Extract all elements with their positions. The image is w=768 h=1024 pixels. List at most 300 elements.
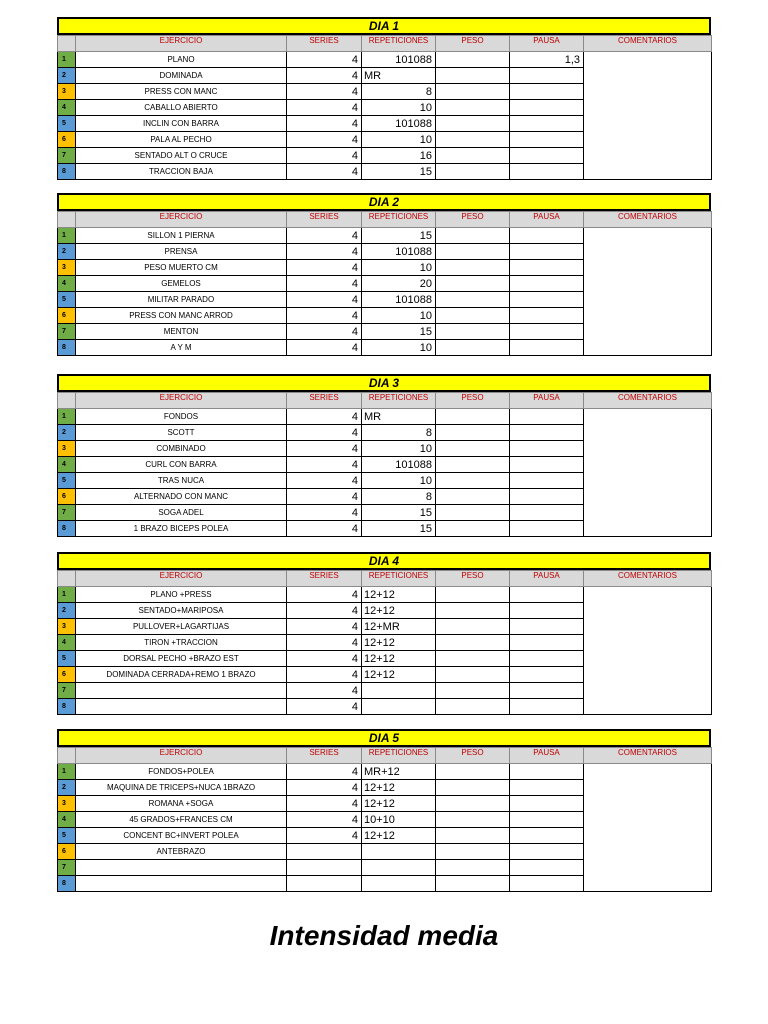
repetitions-cell[interactable]: 15 [362,164,436,180]
pause-cell[interactable] [510,292,584,308]
header-ejercicio: EJERCICIO [76,393,287,409]
pause-cell[interactable] [510,340,584,356]
row-number: 6 [58,308,76,324]
header-peso: PESO [436,748,510,764]
exercise-cell[interactable]: MENTON [76,324,287,340]
series-cell[interactable]: 4 [287,603,362,619]
series-cell[interactable]: 4 [287,164,362,180]
series-cell[interactable]: 4 [287,148,362,164]
weight-cell[interactable] [436,132,510,148]
header-number [58,212,76,228]
weight-cell[interactable] [436,651,510,667]
repetitions-cell[interactable]: 15 [362,324,436,340]
repetitions-cell[interactable]: 101088 [362,457,436,473]
exercise-cell[interactable]: ROMANA +SOGA [76,796,287,812]
repetitions-cell[interactable]: 101088 [362,292,436,308]
comments-cell[interactable] [584,587,712,715]
pause-cell[interactable] [510,828,584,844]
repetitions-cell[interactable]: 12+12 [362,635,436,651]
header-pausa: PAUSA [510,571,584,587]
series-cell[interactable]: 4 [287,619,362,635]
exercise-cell[interactable]: SILLON 1 PIERNA [76,228,287,244]
pause-cell[interactable] [510,876,584,892]
series-cell[interactable]: 4 [287,132,362,148]
day-title: DIA 5 [57,729,711,747]
pause-cell[interactable] [510,164,584,180]
pause-cell[interactable] [510,844,584,860]
series-cell[interactable]: 4 [287,667,362,683]
weight-cell[interactable] [436,505,510,521]
pause-cell[interactable] [510,132,584,148]
series-cell[interactable]: 4 [287,84,362,100]
weight-cell[interactable] [436,116,510,132]
pause-cell[interactable] [510,441,584,457]
exercise-cell[interactable]: MAQUINA DE TRICEPS+NUCA 1BRAZO [76,780,287,796]
pause-cell[interactable] [510,116,584,132]
comments-cell[interactable] [584,52,712,180]
exercise-cell[interactable]: CONCENT BC+INVERT POLEA [76,828,287,844]
header-peso: PESO [436,212,510,228]
exercise-cell[interactable]: PLANO [76,52,287,68]
weight-cell[interactable] [436,276,510,292]
weight-cell[interactable] [436,473,510,489]
series-cell[interactable]: 4 [287,699,362,715]
row-number: 4 [58,276,76,292]
repetitions-cell[interactable]: 12+12 [362,828,436,844]
pause-cell[interactable] [510,635,584,651]
repetitions-cell[interactable]: 101088 [362,116,436,132]
weight-cell[interactable] [436,52,510,68]
exercise-cell[interactable]: SENTADO ALT O CRUCE [76,148,287,164]
pause-cell[interactable] [510,228,584,244]
weight-cell[interactable] [436,489,510,505]
exercise-cell[interactable]: FONDOS+POLEA [76,764,287,780]
series-cell[interactable]: 4 [287,587,362,603]
day-block [57,729,711,892]
exercise-cell[interactable]: TRACCION BAJA [76,164,287,180]
day-block [57,193,711,356]
weight-cell[interactable] [436,764,510,780]
series-cell[interactable]: 4 [287,100,362,116]
weight-cell[interactable] [436,828,510,844]
row-number: 2 [58,780,76,796]
header-peso: PESO [436,36,510,52]
exercise-cell[interactable]: GEMELOS [76,276,287,292]
weight-cell[interactable] [436,228,510,244]
repetitions-cell[interactable]: 12+12 [362,587,436,603]
series-cell[interactable]: 4 [287,441,362,457]
header-repeticiones: REPETICIONES [362,212,436,228]
row-number: 4 [58,100,76,116]
exercise-cell[interactable] [76,860,287,876]
pause-cell[interactable] [510,457,584,473]
day-title: DIA 2 [57,193,711,211]
row-number: 7 [58,505,76,521]
row-number: 1 [58,228,76,244]
exercise-cell[interactable]: PRESS CON MANC [76,84,287,100]
weight-cell[interactable] [436,308,510,324]
pause-cell[interactable] [510,521,584,537]
exercise-table [57,211,712,356]
row-number: 1 [58,52,76,68]
weight-cell[interactable] [436,292,510,308]
row-number: 6 [58,844,76,860]
series-cell[interactable]: 4 [287,276,362,292]
header-pausa: PAUSA [510,748,584,764]
exercise-cell[interactable]: 45 GRADOS+FRANCES CM [76,812,287,828]
pause-cell[interactable] [510,148,584,164]
row-number: 2 [58,603,76,619]
repetitions-cell[interactable]: 16 [362,148,436,164]
repetitions-cell[interactable]: 10 [362,441,436,457]
series-cell[interactable] [287,860,362,876]
series-cell[interactable]: 4 [287,324,362,340]
repetitions-cell[interactable]: 10 [362,473,436,489]
pause-cell[interactable] [510,84,584,100]
row-number: 4 [58,812,76,828]
row-number: 4 [58,457,76,473]
row-number: 5 [58,473,76,489]
series-cell[interactable]: 4 [287,521,362,537]
repetitions-cell[interactable]: 12+12 [362,651,436,667]
repetitions-cell[interactable]: 10 [362,340,436,356]
weight-cell[interactable] [436,244,510,260]
series-cell[interactable]: 4 [287,409,362,425]
weight-cell[interactable] [436,587,510,603]
pause-cell[interactable] [510,587,584,603]
weight-cell[interactable] [436,441,510,457]
header-peso: PESO [436,393,510,409]
pause-cell[interactable]: 1,3 [510,52,584,68]
row-number: 5 [58,828,76,844]
header-ejercicio: EJERCICIO [76,571,287,587]
series-cell[interactable]: 4 [287,116,362,132]
row-number: 7 [58,324,76,340]
series-cell[interactable]: 4 [287,260,362,276]
exercise-cell[interactable]: PRENSA [76,244,287,260]
repetitions-cell[interactable]: 101088 [362,52,436,68]
repetitions-cell[interactable] [362,844,436,860]
weight-cell[interactable] [436,409,510,425]
series-cell[interactable]: 4 [287,828,362,844]
exercise-cell[interactable]: COMBINADO [76,441,287,457]
intensity-label: Intensidad media [269,920,499,951]
exercise-cell[interactable]: CABALLO ABIERTO [76,100,287,116]
row-number: 8 [58,164,76,180]
exercise-cell[interactable]: DOMINADA CERRADA+REMO 1 BRAZO [76,667,287,683]
repetitions-cell[interactable] [362,699,436,715]
repetitions-cell[interactable]: 15 [362,521,436,537]
exercise-table [57,570,712,715]
header-series: SERIES [287,571,362,587]
row-number: 8 [58,876,76,892]
exercise-cell[interactable]: CURL CON BARRA [76,457,287,473]
row-number: 7 [58,683,76,699]
pause-cell[interactable] [510,308,584,324]
row-number: 3 [58,84,76,100]
repetitions-cell[interactable]: 8 [362,84,436,100]
weight-cell[interactable] [436,148,510,164]
row-number: 2 [58,425,76,441]
series-cell[interactable]: 4 [287,292,362,308]
weight-cell[interactable] [436,780,510,796]
exercise-cell[interactable]: 1 BRAZO BICEPS POLEA [76,521,287,537]
pause-cell[interactable] [510,244,584,260]
comments-cell[interactable] [584,228,712,356]
pause-cell[interactable] [510,812,584,828]
header-ejercicio: EJERCICIO [76,748,287,764]
row-number: 2 [58,68,76,84]
series-cell[interactable]: 4 [287,651,362,667]
repetitions-cell[interactable]: 8 [362,425,436,441]
day-title: DIA 4 [57,552,711,570]
weight-cell[interactable] [436,796,510,812]
exercise-table [57,747,712,892]
day-block [57,374,711,537]
exercise-cell[interactable]: SENTADO+MARIPOSA [76,603,287,619]
weight-cell[interactable] [436,457,510,473]
row-number: 3 [58,260,76,276]
repetitions-cell[interactable]: 8 [362,489,436,505]
weight-cell[interactable] [436,699,510,715]
row-number: 8 [58,521,76,537]
row-number: 1 [58,764,76,780]
pause-cell[interactable] [510,683,584,699]
exercise-cell[interactable]: SCOTT [76,425,287,441]
series-cell[interactable]: 4 [287,244,362,260]
header-pausa: PAUSA [510,393,584,409]
row-number: 3 [58,619,76,635]
row-number: 5 [58,292,76,308]
exercise-table [57,35,712,180]
row-number: 2 [58,244,76,260]
exercise-cell[interactable]: TIRON +TRACCION [76,635,287,651]
pause-cell[interactable] [510,260,584,276]
exercise-cell[interactable]: A Y M [76,340,287,356]
series-cell[interactable]: 4 [287,473,362,489]
series-cell[interactable]: 4 [287,683,362,699]
row-number: 5 [58,116,76,132]
exercise-cell[interactable]: PESO MUERTO CM [76,260,287,276]
header-series: SERIES [287,748,362,764]
row-number: 8 [58,340,76,356]
header-pausa: PAUSA [510,36,584,52]
series-cell[interactable]: 4 [287,425,362,441]
day-title: DIA 3 [57,374,711,392]
weight-cell[interactable] [436,876,510,892]
repetitions-cell[interactable]: 10 [362,132,436,148]
exercise-cell[interactable]: TRAS NUCA [76,473,287,489]
pause-cell[interactable] [510,796,584,812]
weight-cell[interactable] [436,260,510,276]
repetitions-cell[interactable]: 12+12 [362,780,436,796]
pause-cell[interactable] [510,100,584,116]
repetitions-cell[interactable]: 12+12 [362,667,436,683]
repetitions-cell[interactable]: MR+12 [362,764,436,780]
repetitions-cell[interactable] [362,683,436,699]
table-row [58,764,712,780]
weight-cell[interactable] [436,635,510,651]
repetitions-cell[interactable]: 10+10 [362,812,436,828]
pause-cell[interactable] [510,651,584,667]
day-block [57,17,711,180]
pause-cell[interactable] [510,699,584,715]
header-pausa: PAUSA [510,212,584,228]
weight-cell[interactable] [436,667,510,683]
repetitions-cell[interactable]: MR [362,409,436,425]
repetitions-cell[interactable] [362,876,436,892]
repetitions-cell[interactable]: 10 [362,260,436,276]
weight-cell[interactable] [436,324,510,340]
exercise-cell[interactable] [76,876,287,892]
series-cell[interactable]: 4 [287,764,362,780]
exercise-cell[interactable]: PLANO +PRESS [76,587,287,603]
exercise-cell[interactable]: INCLIN CON BARRA [76,116,287,132]
row-number: 7 [58,860,76,876]
pause-cell[interactable] [510,667,584,683]
series-cell[interactable]: 4 [287,228,362,244]
series-cell[interactable]: 4 [287,635,362,651]
exercise-cell[interactable]: DORSAL PECHO +BRAZO EST [76,651,287,667]
header-peso: PESO [436,571,510,587]
series-cell[interactable]: 4 [287,796,362,812]
pause-cell[interactable] [510,619,584,635]
repetitions-cell[interactable]: 20 [362,276,436,292]
header-series: SERIES [287,212,362,228]
pause-cell[interactable] [510,505,584,521]
repetitions-cell[interactable]: 12+MR [362,619,436,635]
weight-cell[interactable] [436,603,510,619]
pause-cell[interactable] [510,473,584,489]
pause-cell[interactable] [510,860,584,876]
series-cell[interactable]: 4 [287,457,362,473]
comments-cell[interactable] [584,764,712,892]
pause-cell[interactable] [510,276,584,292]
pause-cell[interactable] [510,780,584,796]
repetitions-cell[interactable]: 101088 [362,244,436,260]
exercise-cell[interactable]: ANTEBRAZO [76,844,287,860]
series-cell[interactable]: 4 [287,340,362,356]
series-cell[interactable] [287,844,362,860]
repetitions-cell[interactable]: 10 [362,308,436,324]
row-number: 6 [58,667,76,683]
table-row [58,52,712,68]
exercise-cell[interactable]: FONDOS [76,409,287,425]
header-number [58,36,76,52]
repetitions-cell[interactable]: 12+12 [362,796,436,812]
header-comentarios: COMENTARIOS [584,571,712,587]
header-ejercicio: EJERCICIO [76,36,287,52]
repetitions-cell[interactable]: 15 [362,505,436,521]
pause-cell[interactable] [510,603,584,619]
row-number: 3 [58,796,76,812]
header-repeticiones: REPETICIONES [362,393,436,409]
pause-cell[interactable] [510,764,584,780]
row-number: 4 [58,635,76,651]
comments-cell[interactable] [584,409,712,537]
exercise-cell[interactable] [76,699,287,715]
repetitions-cell[interactable]: 10 [362,100,436,116]
weight-cell[interactable] [436,100,510,116]
header-comentarios: COMENTARIOS [584,36,712,52]
header-series: SERIES [287,393,362,409]
weight-cell[interactable] [436,619,510,635]
header-comentarios: COMENTARIOS [584,748,712,764]
header-repeticiones: REPETICIONES [362,36,436,52]
series-cell[interactable]: 4 [287,812,362,828]
weight-cell[interactable] [436,340,510,356]
exercise-cell[interactable]: PALA AL PECHO [76,132,287,148]
series-cell[interactable]: 4 [287,68,362,84]
row-number: 3 [58,441,76,457]
header-number [58,571,76,587]
row-number: 6 [58,489,76,505]
weight-cell[interactable] [436,844,510,860]
header-repeticiones: REPETICIONES [362,571,436,587]
header-number [58,393,76,409]
weight-cell[interactable] [436,521,510,537]
row-number: 8 [58,699,76,715]
header-repeticiones: REPETICIONES [362,748,436,764]
exercise-cell[interactable]: DOMINADA [76,68,287,84]
weight-cell[interactable] [436,812,510,828]
weight-cell[interactable] [436,860,510,876]
header-series: SERIES [287,36,362,52]
pause-cell[interactable] [510,409,584,425]
series-cell[interactable]: 4 [287,308,362,324]
row-number: 6 [58,132,76,148]
exercise-table [57,392,712,537]
exercise-cell[interactable] [76,683,287,699]
series-cell[interactable]: 4 [287,489,362,505]
weight-cell[interactable] [436,164,510,180]
series-cell[interactable]: 4 [287,505,362,521]
repetitions-cell[interactable]: MR [362,68,436,84]
series-cell[interactable]: 4 [287,52,362,68]
series-cell[interactable]: 4 [287,780,362,796]
pause-cell[interactable] [510,489,584,505]
header-ejercicio: EJERCICIO [76,212,287,228]
row-number: 1 [58,409,76,425]
header-comentarios: COMENTARIOS [584,393,712,409]
table-row [58,228,712,244]
repetitions-cell[interactable]: 12+12 [362,603,436,619]
header-comentarios: COMENTARIOS [584,212,712,228]
exercise-cell[interactable]: ALTERNADO CON MANC [76,489,287,505]
series-cell[interactable] [287,876,362,892]
weight-cell[interactable] [436,84,510,100]
table-row [58,409,712,425]
row-number: 1 [58,587,76,603]
table-row [58,587,712,603]
exercise-cell[interactable]: PRESS CON MANC ARROD [76,308,287,324]
header-number [58,748,76,764]
exercise-cell[interactable]: SOGA ADEL [76,505,287,521]
pause-cell[interactable] [510,68,584,84]
weight-cell[interactable] [436,425,510,441]
repetitions-cell[interactable] [362,860,436,876]
weight-cell[interactable] [436,68,510,84]
repetitions-cell[interactable]: 15 [362,228,436,244]
row-number: 5 [58,651,76,667]
row-number: 7 [58,148,76,164]
day-block [57,552,711,715]
pause-cell[interactable] [510,324,584,340]
exercise-cell[interactable]: PULLOVER+LAGARTIJAS [76,619,287,635]
pause-cell[interactable] [510,425,584,441]
weight-cell[interactable] [436,683,510,699]
exercise-cell[interactable]: MILITAR PARADO [76,292,287,308]
